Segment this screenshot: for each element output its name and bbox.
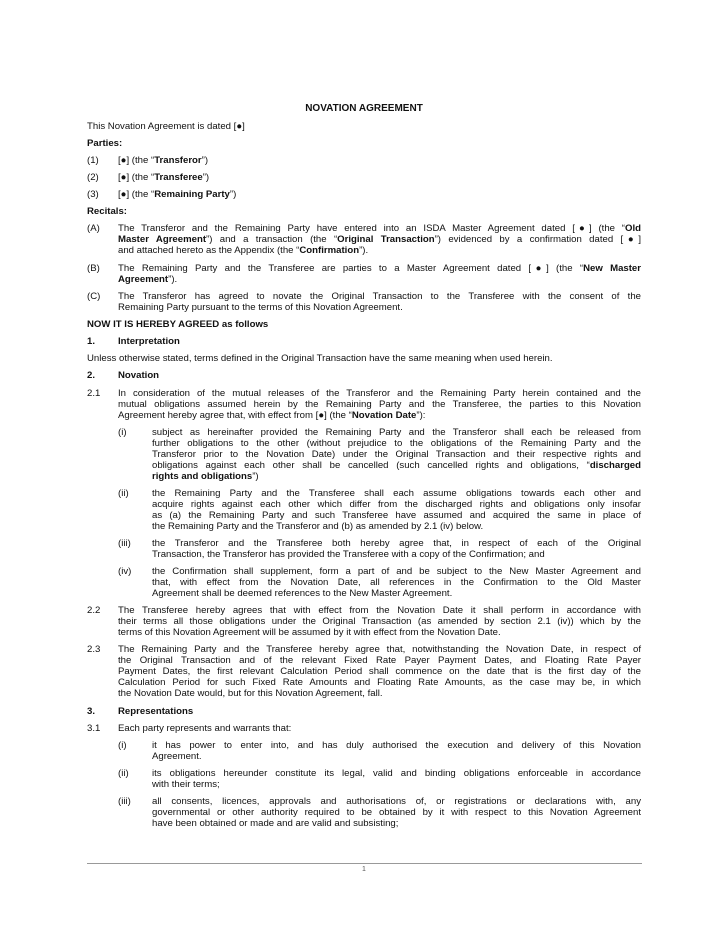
text-line: [●] (the “Transferee”) <box>118 172 210 183</box>
clause-number: (iv) <box>118 566 132 577</box>
text-line: the Original Transaction and of the relevant Fixed Rate Payer Payment Dates, and Floating Rate Payer <box>118 655 641 666</box>
text-line: This Novation Agreement is dated [●] <box>87 121 245 132</box>
text-line: the Confirmation shall supplement, form a part of and be subject to the New Master Agreement and <box>152 566 641 577</box>
clause-number: (i) <box>118 740 127 751</box>
clause-number: 1. <box>87 336 96 347</box>
text-line: The Remaining Party and the Transferee hereby agree that, notwithstanding the Novation Date, in respect of <box>118 644 641 655</box>
clause-number: (ii) <box>118 488 129 499</box>
text-line: Agreement hereby agree that, with effect from [●] (the “Novation Date”): <box>118 410 426 421</box>
text-line: [●] (the “Transferor”) <box>118 155 209 166</box>
clause-number: 2. <box>87 370 96 381</box>
text-line: and attached hereto as the Appendix (the “Confirmation”). <box>118 245 369 256</box>
footer-divider <box>87 863 642 864</box>
clause-number: (1) <box>87 155 99 166</box>
clause-number: 2.2 <box>87 605 101 616</box>
clause-number: (ii) <box>118 768 129 779</box>
text-line: mutual obligations assumed herein by the Remaining Party and the Transferee, the parties to this Novation <box>118 399 641 410</box>
text-line: The Remaining Party and the Transferee are parties to a Master Agreement dated [●] (the “New Master <box>118 263 641 274</box>
text-line: NOW IT IS HEREBY AGREED as follows <box>87 319 269 330</box>
page-number: 1 <box>362 866 366 873</box>
clause-number: 3.1 <box>87 723 101 734</box>
clause-number: 3. <box>87 706 96 717</box>
text-line: Transferor prior to the Novation Date) under the Original Transaction and their respective rights and <box>152 449 641 460</box>
text-line: the Transferor and the Transferee both hereby agree that, in respect of each of the Original <box>152 538 641 549</box>
clause-number: 2.1 <box>87 388 101 399</box>
clause-number: (B) <box>87 263 100 274</box>
text-line: Master Agreement”) and a transaction (the “Original Transaction”) evidenced by a confirmation dated [●] <box>118 234 641 245</box>
document-title: NOVATION AGREEMENT <box>305 103 423 114</box>
text-line: Interpretation <box>118 336 180 347</box>
text-line: Representations <box>118 706 194 717</box>
text-line: The Transferor and the Remaining Party have entered into an ISDA Master Agreement dated [●] (the “Old <box>118 223 641 234</box>
text-line: Unless otherwise stated, terms defined in the Original Transaction have the same meaning when used herein. <box>87 353 553 364</box>
text-line: The Transferee hereby agrees that with effect from the Novation Date it shall perform in accordance with <box>118 605 641 616</box>
text-line: governmental or other authority required to be obtained by it with respect to this Novation Agreement <box>152 807 641 818</box>
text-line: it has power to enter into, and has duly authorised the execution and delivery of this Novation <box>152 740 641 751</box>
text-line: the Novation Date would, but for this Novation Agreement, fall. <box>118 688 383 699</box>
text-line: that, with effect from the Novation Date, all references in the Confirmation to the Old Master <box>152 577 641 588</box>
text-line: Calculation Period for such Fixed Rate Amounts and Floating Rate Amounts, as the case may be, in which <box>118 677 641 688</box>
text-line: Agreement shall be deemed references to the New Master Agreement. <box>152 588 453 599</box>
text-line: the Remaining Party and the Transferee shall each assume obligations towards each other and <box>152 488 641 499</box>
text-line: further obligations to the other (without prejudice to the obligations of the Remaining Party and the <box>152 438 641 449</box>
text-line: obligations against each other shall be cancelled (such cancelled rights and obligations, “discharged <box>152 460 641 471</box>
text-line: their terms all those obligations under the Original Transaction (as amended by section 2.1 (iv)) which by the <box>118 616 641 627</box>
text-line: The Transferor has agreed to novate the Original Transaction to the Transferee with the consent of the <box>118 291 641 302</box>
clause-number: (iii) <box>118 796 131 807</box>
text-line: subject as hereinafter provided the Remaining Party and the Transferor shall each be released from <box>152 427 641 438</box>
text-line: rights and obligations”) <box>152 471 259 482</box>
text-line: [●] (the “Remaining Party”) <box>118 189 237 200</box>
text-line: Agreement”). <box>118 274 178 285</box>
text-line: as (a) the Remaining Party and such Transferee have assumed and acquired the same in place of <box>152 510 641 521</box>
text-line: Novation <box>118 370 160 381</box>
text-line: its obligations hereunder constitute its legal, valid and binding obligations enforceable in accordance <box>152 768 641 779</box>
clause-number: (2) <box>87 172 99 183</box>
text-line: all consents, licences, approvals and authorisations of, or registrations or declarations with, any <box>152 796 641 807</box>
text-line: with their terms; <box>152 779 220 790</box>
text-line: have been obtained or made and are valid and subsisting; <box>152 818 399 829</box>
clause-number: (i) <box>118 427 127 438</box>
text-line: terms of this Novation Agreement will be assumed by it with effect from the Novation Date. <box>118 627 501 638</box>
text-line: Remaining Party pursuant to the terms of this Novation Agreement. <box>118 302 403 313</box>
text-line: Recitals: <box>87 206 127 217</box>
text-line: Agreement. <box>152 751 202 762</box>
clause-number: (iii) <box>118 538 131 549</box>
clause-number: (3) <box>87 189 99 200</box>
text-line: Each party represents and warrants that: <box>118 723 292 734</box>
text-line: the Remaining Party and the Transferor and (b) as amended by 2.1 (iv) below. <box>152 521 484 532</box>
text-line: Parties: <box>87 138 123 149</box>
text-line: Transaction, the Transferor has provided the Transferee with a copy of the Confirmation; and <box>152 549 545 560</box>
clause-number: (A) <box>87 223 100 234</box>
text-line: In consideration of the mutual releases of the Transferor and the Remaining Party herein contained and the <box>118 388 641 399</box>
clause-number: (C) <box>87 291 101 302</box>
text-line: Payment Dates, the first relevant Calculation Period shall commence on the date that is the first day of the <box>118 666 641 677</box>
clause-number: 2.3 <box>87 644 101 655</box>
text-line: acquire rights against each other which differ from the discharged rights and obligations only insofar <box>152 499 641 510</box>
